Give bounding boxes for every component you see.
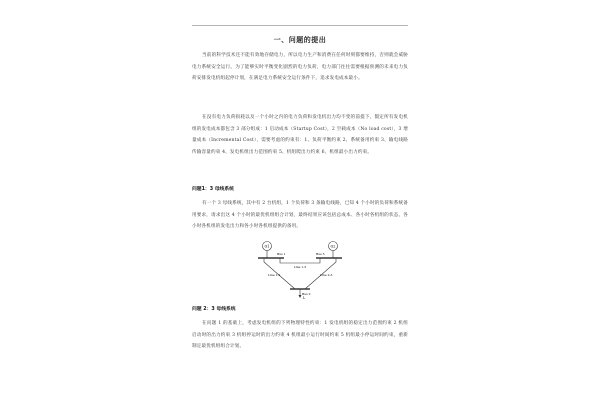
line13-label: Line 1-3: [293, 265, 307, 269]
problem2-title: 问题 2：3 母线系统: [192, 307, 236, 312]
line12-label: Line 1-2: [268, 273, 281, 277]
gen1-label: G1: [264, 244, 270, 249]
bus1-label: Bus 1: [277, 252, 286, 256]
problem1-title: 问题1：3 母线系统: [192, 187, 234, 192]
header-rule: [192, 25, 408, 26]
generator-g2: [329, 242, 338, 251]
problem1-text: 有一个 3 母线系统，其中有 2 台机组，1 个负荷和 3 条输电线路，已知 4 个小时的负荷和系统备用要求，请求出这 4 个小时的最优机组组合计划，最终结果应该包括总成本、各小时各机组的状态、各小时各机组的发电出力和各小时各机组提供的备用。: [192, 201, 408, 229]
line23-label: Line 2-3: [320, 273, 333, 277]
bus3-label: Bus 3: [316, 252, 325, 256]
paragraph-costs: 在没有电力负荷损耗以及一个小时之内的电力负荷和发电机出力均不变的前提下，假定所有发电机组的发电成本都包含 3 部分组成：1 启动成本（Startup Cost），2 空载成本（No load cost），3 增量成本（Incremental Cost），需要考虑的约束有：1、负荷平衡约束 2、系统备用约束 3、输电线路传输容量约束 4、发电机组出力范围约束 5、机组爬出力约束 6、机组最小出力约束。: [192, 115, 408, 155]
bus2-label: Bus 2: [302, 292, 311, 296]
three-bus-diagram: [250, 238, 350, 302]
section-title: 一、问题的提出: [273, 36, 327, 44]
document-page: [192, 0, 408, 400]
paragraph-intro: 当前的科学技术还不能有效地存储电力，所以电力生产和消费在任何时刻都要维持，否则就会威胁电力系统安全运行。为了能够实时平衡变化剧烈的电力负荷，电力部门往往需要根据预测的未来电力负荷安排发电机组起停计划，在满足电力系统安全运行条件下，追求发电成本最小。: [192, 53, 408, 81]
line-1-3: [280, 258, 320, 263]
load-label: L: [303, 296, 306, 300]
problem2-text: 在问题 1 的基础上，考虑发电机组的下列物理特性约束：1 发电机组的稳定出力范围约束 2 机组启动时的出力约束 3 机组停运时的出力约束 4 机组最小运行时间约束 5 机组最小停运时间约束，重新制定最优机组组合计划。: [192, 321, 408, 349]
gen2-label: G2: [330, 244, 336, 249]
generator-g1: [263, 242, 272, 251]
